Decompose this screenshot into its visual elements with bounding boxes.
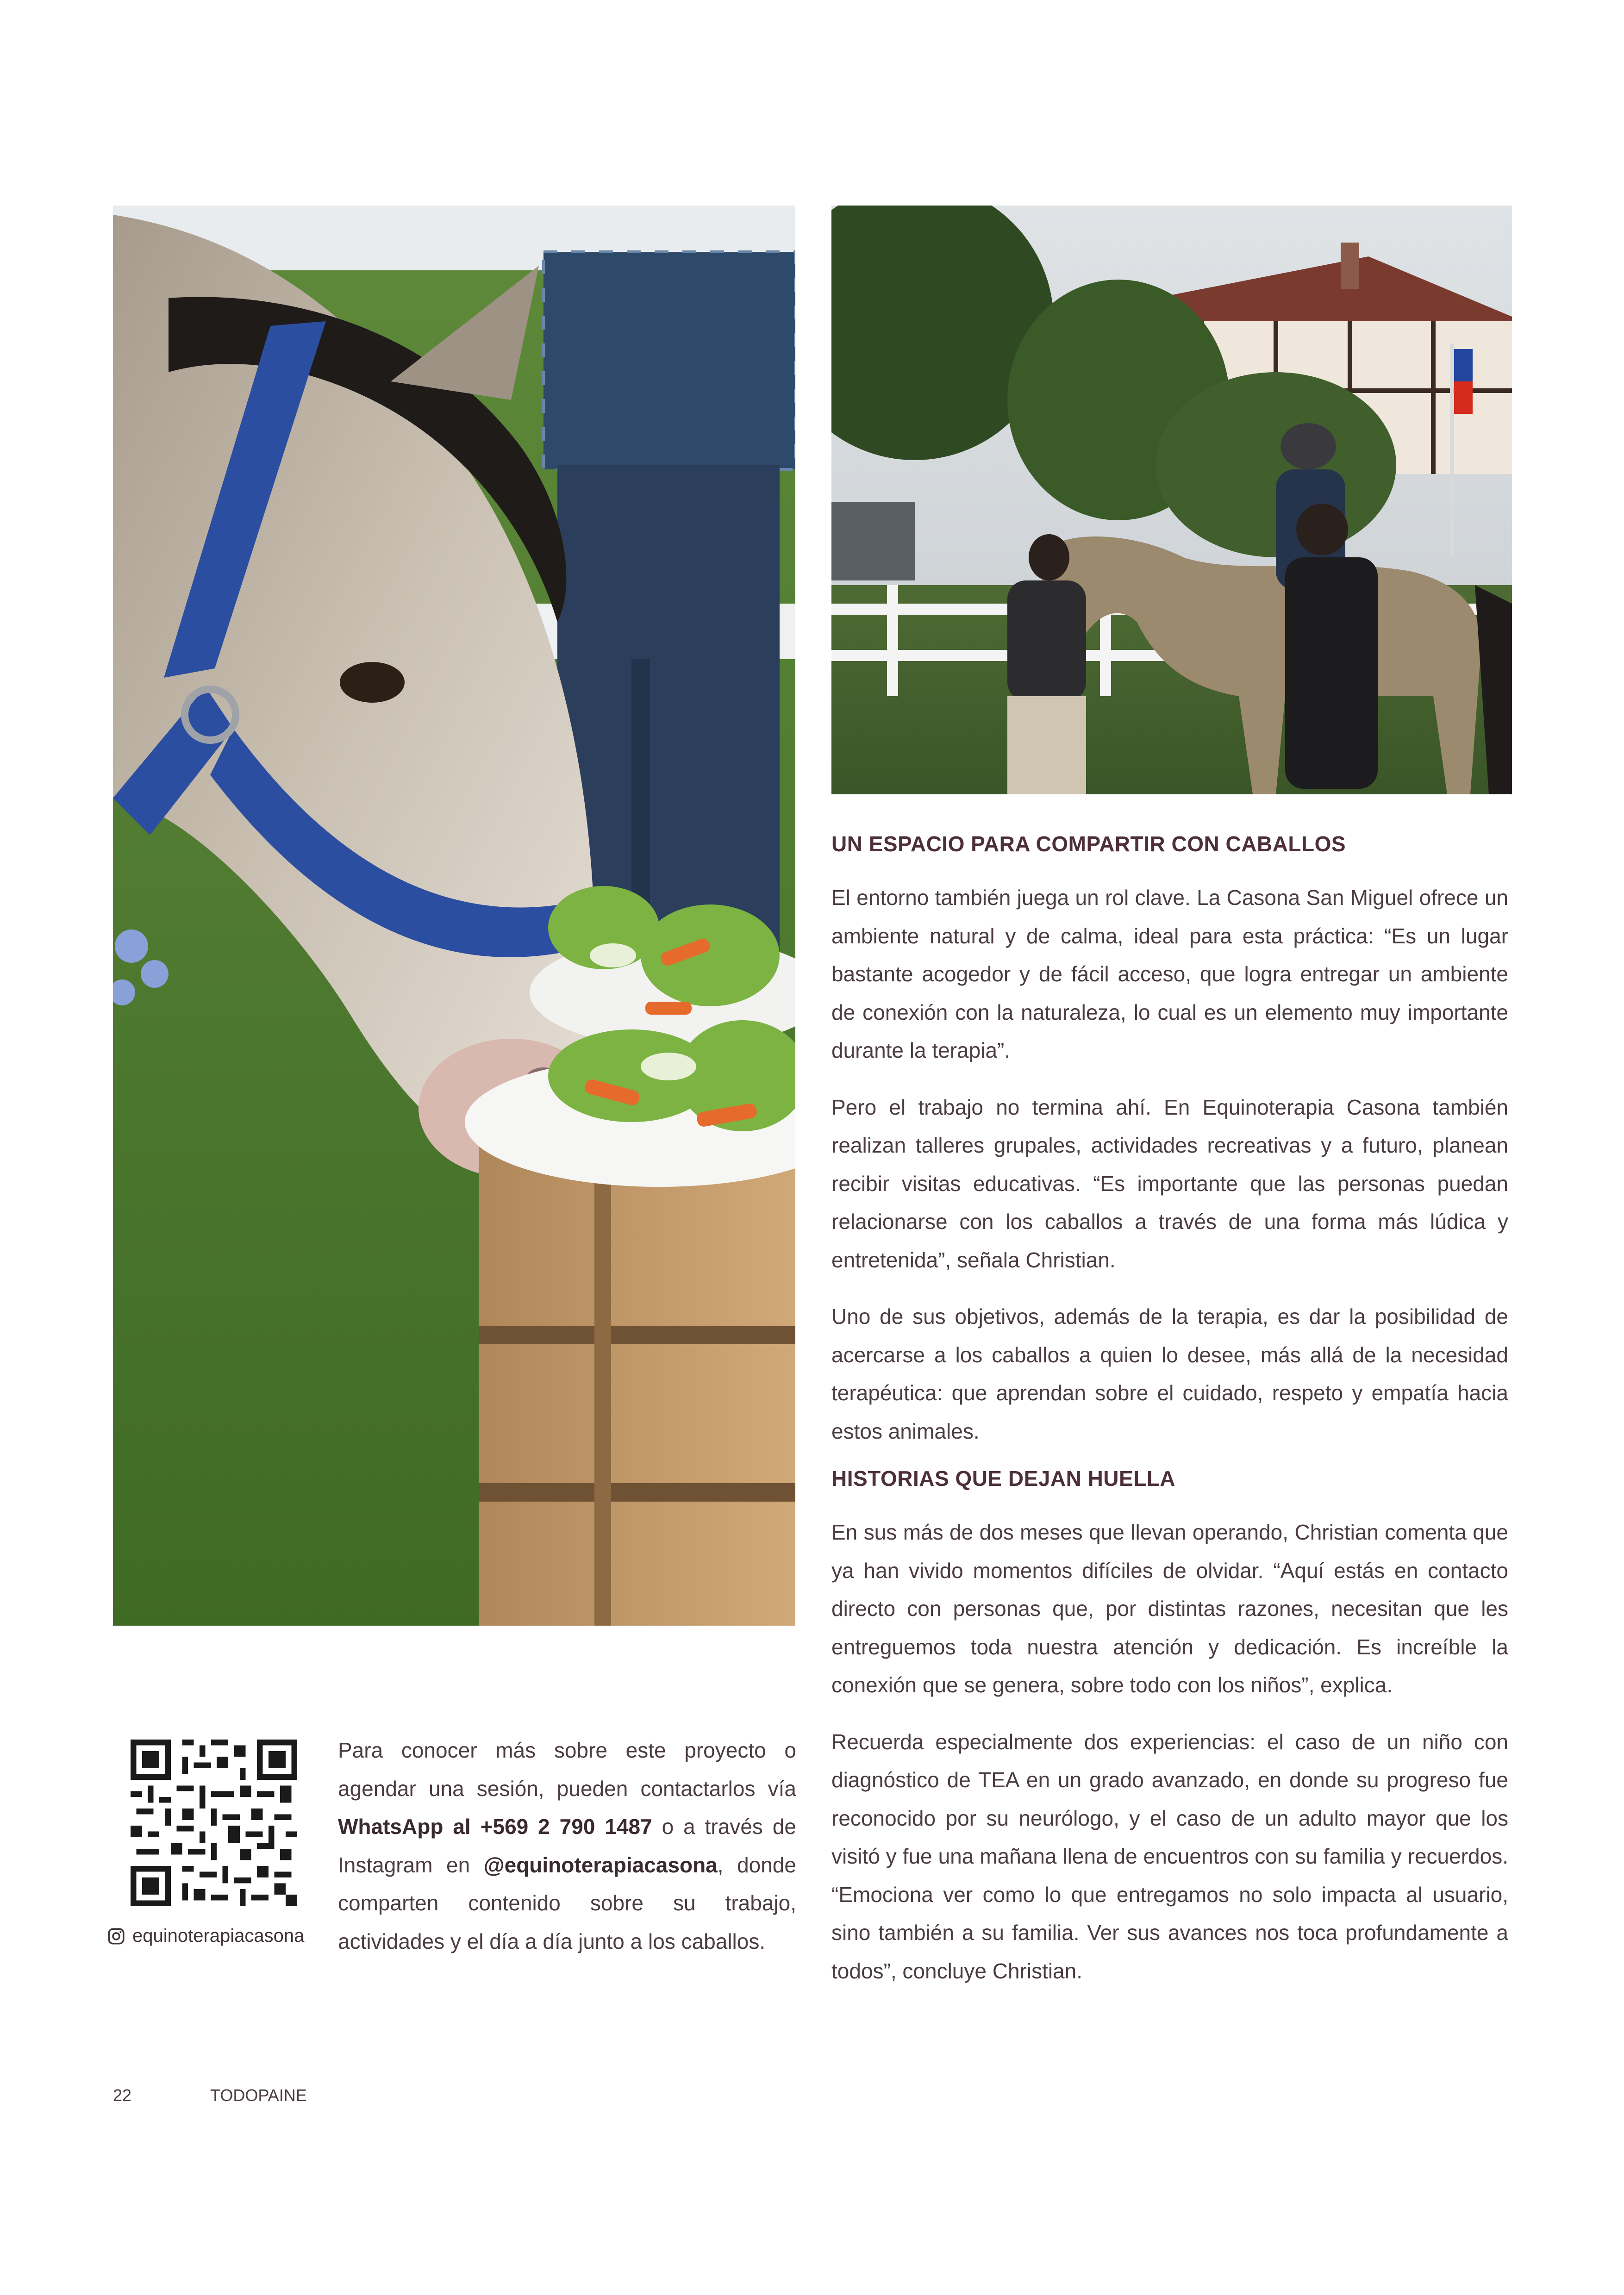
- contact-text: [338, 1731, 796, 1960]
- therapy-session-photo: [831, 206, 1512, 794]
- contact-text-part: , donde comparten contenido sobre su trabajo, actividades y el día a día junto a los caballos.: [338, 1852, 796, 1953]
- publication-name: TODOPAINE: [210, 2086, 307, 2105]
- section-heading: HISTORIAS QUE DEJAN HUELLA: [831, 1466, 1176, 1491]
- contact-text-part: Para conocer más sobre este proyecto o agendar una sesión, pueden contactarlos vía: [338, 1738, 796, 1801]
- whatsapp-link[interactable]: WhatsApp al +569 2 790 1487: [338, 1815, 652, 1839]
- instagram-handle[interactable]: [106, 1926, 319, 1946]
- instagram-link[interactable]: @equinoterapiacasona: [483, 1852, 718, 1877]
- article-paragraph: Pero el trabajo no termina ahí. En Equinoterapia Casona también realizan talleres grupales, actividades recreativas y a futuro, planean recibir visitas educativas. “Es importante que las personas puedan relacionarse con los caballos a través de una forma más lúdica y entretenida”, señala Christian.: [831, 1095, 1508, 1272]
- article-paragraph: Uno de sus objetivos, además de la terapia, es dar la posibilidad de acercarse a los caballos a quien lo desee, más allá de la necesidad terapéutica: que aprendan sobre el cuidado, respeto y empatía hacia estos animales.: [831, 1304, 1508, 1443]
- right-column: [831, 827, 1508, 2008]
- section-heading: UN ESPACIO PARA COMPARTIR CON CABALLOS: [831, 832, 1346, 856]
- page-footer: [113, 2086, 307, 2105]
- contact-block: [106, 1731, 796, 1972]
- contact-text-part: o a través de Instagram en: [338, 1815, 796, 1877]
- page-number: 22: [113, 2086, 132, 2105]
- horse-eating-photo: [113, 206, 795, 1626]
- article-paragraph: En sus más de dos meses que llevan operando, Christian comenta que ya han vivido momentos difíciles de olvidar. “Aquí estás en contacto directo con personas que, por distintas razones, necesitan que les entreguemos toda nuestra atención y dedicación. Es increíble la conexión que se genera, sobre todo con los niños”, explica.: [831, 1520, 1508, 1697]
- article-paragraph: El entorno también juega un rol clave. La Casona San Miguel ofrece un ambiente natural y de calma, ideal para esta práctica: “Es un lugar bastante acogedor y de fácil acceso, que logra entregar un ambiente de conexión con la naturaleza, lo cual es un elemento muy importante durante la terapia”.: [831, 886, 1508, 1062]
- instagram-handle-text: equinoterapiacasona: [132, 1926, 305, 1946]
- instagram-icon: [106, 1927, 126, 1946]
- qr-code-icon[interactable]: [131, 1740, 297, 1906]
- article-paragraph: Recuerda especialmente dos experiencias: el caso de un niño con diagnóstico de TEA en un grado avanzado, en donde su progreso fue reconocido por su neurólogo, y el caso de un adulto mayor que los visitó y fue una mañana llena de encuentros con su familia y recuerdos. “Emociona ver como lo que entregamos no solo impacta al usuario, sino también a su familia. Ver sus avances nos toca profundamente a todos”, concluye Christian.: [831, 1729, 1508, 1983]
